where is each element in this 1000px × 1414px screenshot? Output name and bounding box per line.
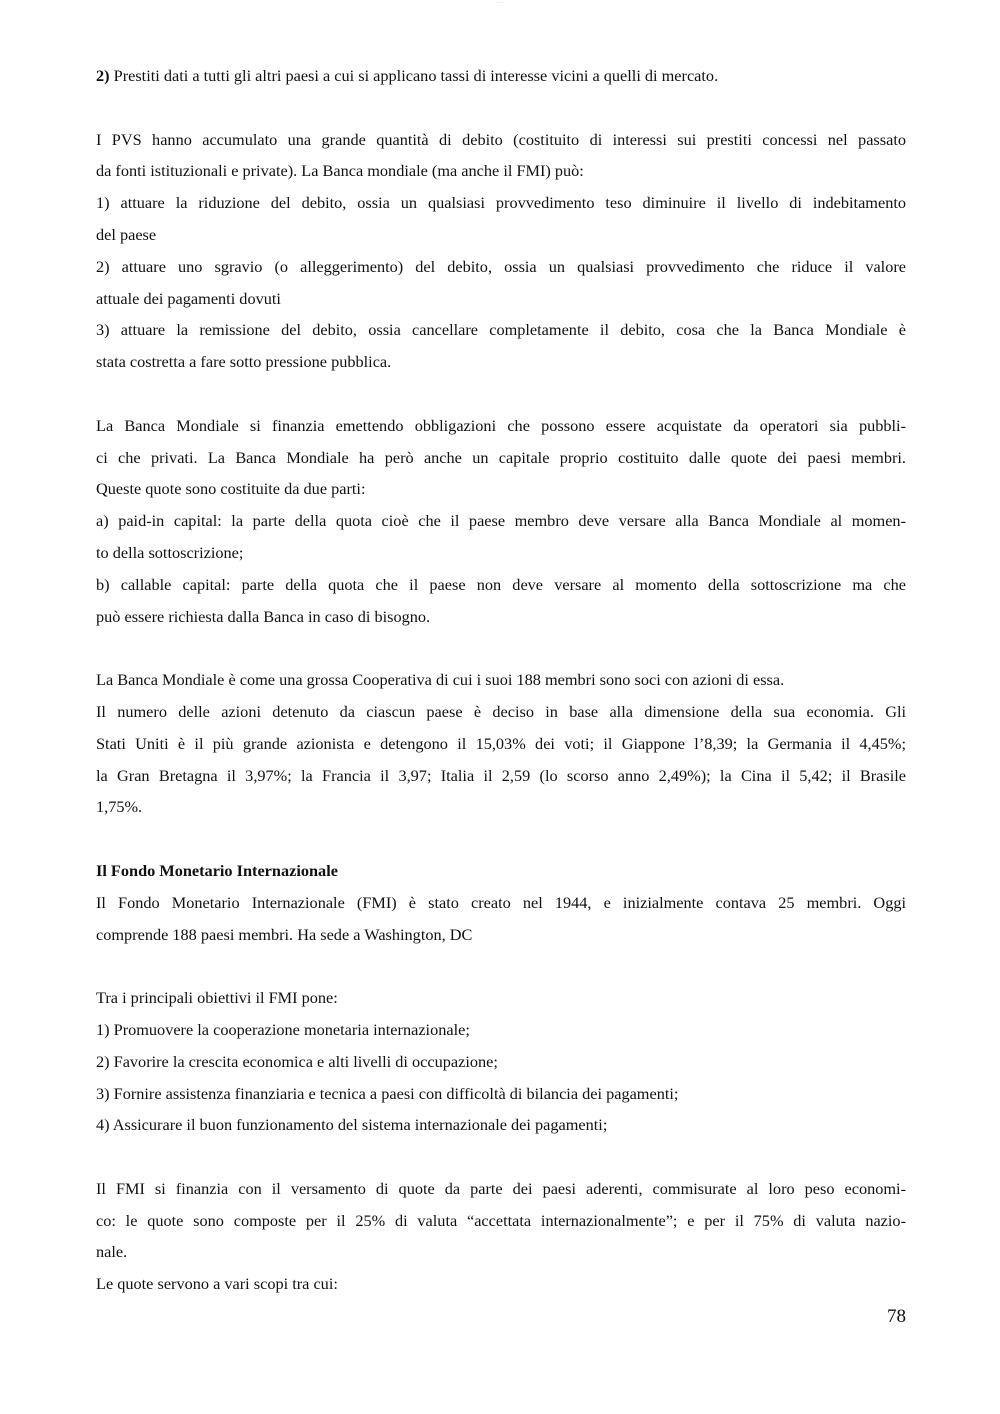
text-line [96, 728, 906, 760]
text-span: attuale dei pagamenti dovuti [96, 288, 281, 308]
text-line [96, 1046, 906, 1078]
text-span: nale. [96, 1242, 128, 1262]
text-span: Prestiti dati a tutti gli altri paesi a cui si applicano tassi di interesse vicini a quelli di mercato. [109, 66, 719, 85]
text-line [96, 696, 906, 728]
text-span: 1) attuare la riduzione del debito, ossia un qualsiasi provvedimento teso diminuire il livello di indebitamento [96, 193, 906, 213]
text-line [96, 410, 906, 442]
text-line [96, 982, 906, 1014]
text-line [96, 155, 906, 187]
text-span: la Gran Bretagna il 3,97%; la Francia il 3,97; Italia il 2,59 (lo scorso anno 2,49%); la Cina il 5,42; il Brasile [96, 765, 906, 785]
text-span: Il FMI si finanzia con il versamento di quote da parte dei paesi aderenti, commisurate al loro peso economi- [96, 1178, 906, 1198]
text-line [96, 1109, 906, 1141]
text-span: da fonti istituzionali e private). La Banca mondiale (ma anche il FMI) può: [96, 161, 584, 181]
text-line [96, 505, 906, 537]
text-line [96, 791, 906, 823]
blank-line [96, 378, 906, 410]
text-line [96, 1078, 906, 1110]
text-line [96, 442, 906, 474]
page-body [96, 60, 906, 1300]
text-line [96, 569, 906, 601]
text-line [96, 601, 906, 633]
text-line [96, 283, 906, 315]
text-line [96, 1268, 906, 1300]
bold-text: 2) [96, 66, 110, 85]
text-span: 3) attuare la remissione del debito, ossia cancellare completamente il debito, cosa che la Banca Mondiale è [96, 320, 906, 340]
page-number: 78 [887, 1306, 906, 1327]
text-line [96, 1205, 906, 1237]
text-span: 3) Fornire assistenza finanziaria e tecnica a paesi con difficoltà di bilancia dei pagamenti; [96, 1083, 679, 1103]
blank-line [96, 950, 906, 982]
text-span: Le quote servono a vari scopi tra cui: [96, 1274, 338, 1294]
text-line [96, 855, 906, 887]
text-span: a) paid-in capital: la parte della quota cioè che il paese membro deve versare alla Banca Mondiale al momen- [96, 511, 906, 531]
text-line [96, 473, 906, 505]
text-line [96, 251, 906, 283]
text-span: co: le quote sono composte per il 25% di valuta “accettata internazionalmente”; e per il 75% di valuta nazio- [96, 1210, 906, 1230]
bold-text: Il Fondo Monetario Internazionale [96, 860, 338, 880]
text-line [96, 887, 906, 919]
text-line [96, 664, 906, 696]
blank-line [96, 1141, 906, 1173]
text-span: 1,75%. [96, 797, 143, 817]
text-span: può essere richiesta dalla Banca in caso di bisogno. [96, 606, 431, 626]
text-span: del paese [96, 224, 157, 244]
text-span: Queste quote sono costituite da due parti: [96, 479, 366, 499]
text-line [96, 187, 906, 219]
text-span: to della sottoscrizione; [96, 542, 244, 562]
text-line [96, 1236, 906, 1268]
text-line [96, 60, 906, 92]
text-span: Tra i principali obiettivi il FMI pone: [96, 988, 338, 1008]
text-span: 2) Favorire la crescita economica e alti livelli di occupazione; [96, 1051, 498, 1071]
text-span: 2) attuare uno sgravio (o alleggerimento) del debito, ossia un qualsiasi provvedimento che riduce il valore [96, 256, 906, 276]
text-line [96, 537, 906, 569]
text-line [96, 760, 906, 792]
blank-line [96, 92, 906, 124]
text-span: comprende 188 paesi membri. Ha sede a Washington, DC [96, 924, 473, 944]
text-span: Il Fondo Monetario Internazionale (FMI) è stato creato nel 1944, e inizialmente contava 25 membri. Oggi [96, 892, 906, 912]
text-line [96, 124, 906, 156]
text-span: 1) Promuovere la cooperazione monetaria internazionale; [96, 1019, 470, 1039]
text-line [96, 346, 906, 378]
text-span: 4) Assicurare il buon funzionamento del sistema internazionale dei pagamenti; [96, 1115, 608, 1135]
text-line [96, 314, 906, 346]
text-line [96, 1173, 906, 1205]
text-span: I PVS hanno accumulato una grande quantità di debito (costituito di interessi sui prestiti concessi nel passato [96, 129, 906, 149]
text-span: La Banca Mondiale è come una grossa Cooperativa di cui i suoi 188 membri sono soci con azioni di essa. [96, 670, 785, 690]
text-span: Il numero delle azioni detenuto da ciascun paese è deciso in base alla dimensione della sua economia. Gli [96, 701, 906, 721]
text-span: b) callable capital: parte della quota che il paese non deve versare al momento della sottoscrizione ma che [96, 574, 906, 594]
text-span: ci che privati. La Banca Mondiale ha però anche un capitale proprio costituito dalle quote dei paesi membri. [96, 447, 906, 467]
text-span: La Banca Mondiale si finanzia emettendo obbligazioni che possono essere acquistate da operatori sia pubbli- [96, 415, 906, 435]
text-line [96, 219, 906, 251]
blank-line [96, 823, 906, 855]
text-line [96, 1014, 906, 1046]
text-span: stata costretta a fare sotto pressione pubblica. [96, 352, 392, 372]
text-span: Stati Uniti è il più grande azionista e detengono il 15,03% dei voti; il Giappone l’8,39; la Germania il 4,45%; [96, 733, 906, 753]
blank-line [96, 632, 906, 664]
text-line [96, 919, 906, 951]
header-mark: ——— [495, 0, 505, 4]
